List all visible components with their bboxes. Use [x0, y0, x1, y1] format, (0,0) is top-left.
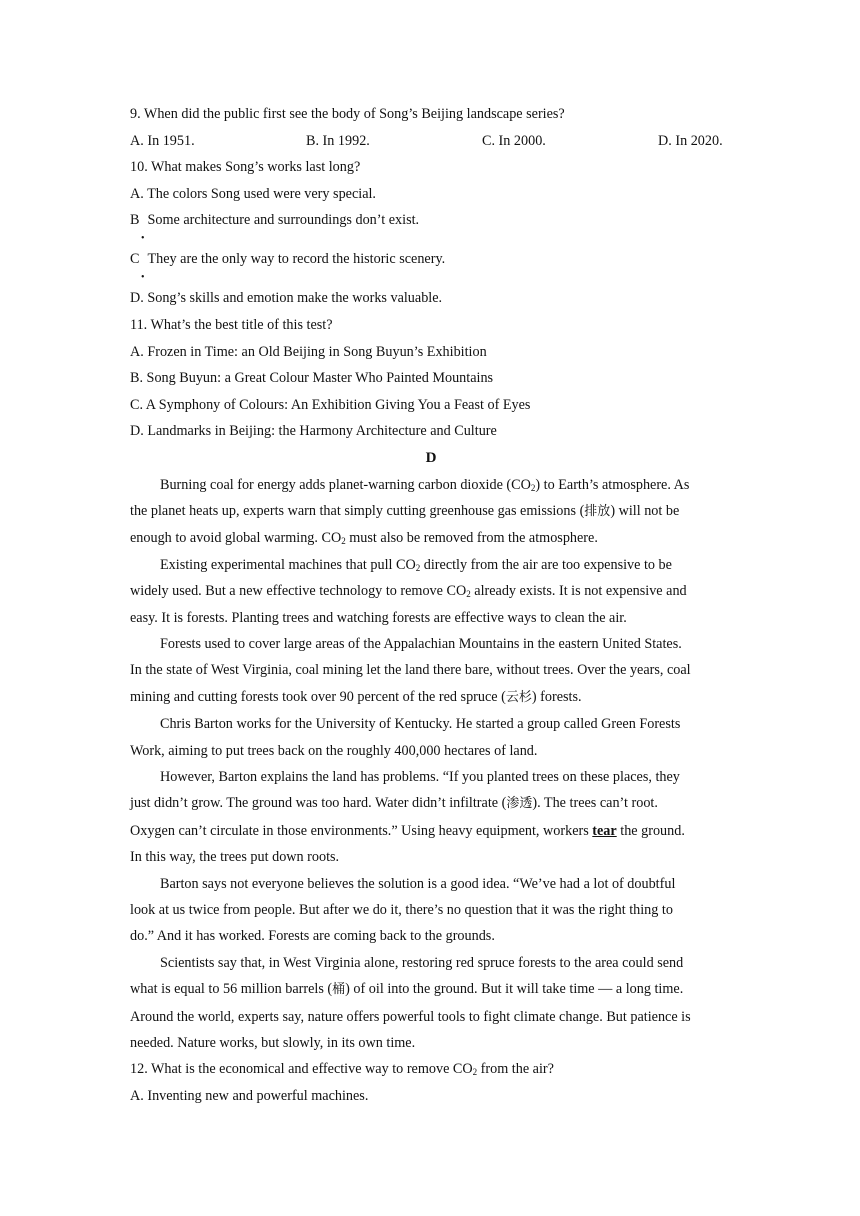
option-letter: B	[130, 212, 140, 229]
underlined-word: tear	[592, 822, 617, 839]
section-heading: D	[425, 449, 437, 466]
option-b: B. In 1992.	[306, 132, 370, 149]
question-11-option-a: A. Frozen in Time: an Old Beijing in Song Buyun’s Exhibition	[130, 343, 487, 360]
question-9: 9. When did the public first see the body of Song’s Beijing landscape series?	[130, 106, 565, 122]
paragraph-4: Chris Barton works for the University of Kentucky. He started a group called Green Forests Work, aiming to put trees back on the roughly 400,000 hectares of land.	[130, 716, 681, 759]
question-12: 12. What is the economical and effective way to remove $CO_2$ from the air?	[130, 1061, 554, 1078]
option-text: Some architecture and surroundings don’t exist.	[147, 212, 420, 229]
question-12-option-a: A. Inventing new and powerful machines.	[130, 1088, 369, 1105]
bullet-dot: •	[141, 272, 145, 284]
bullet-dot: •	[141, 233, 145, 245]
question-10-option-d: D. Song’s skills and emotion make the works valuable.	[130, 290, 443, 307]
paragraph-2: Existing experimental machines that pull $CO_2$ directly from the air are too expensive to be widely used. But a new effective technology to remove $CO_2$ already exists. It is not expensive and easy. It is forests. Planting trees and watching forests are effective ways to clean the air.	[130, 556, 687, 626]
question-11-option-c: C. A Symphony of Colours: An Exhibition Giving You a Feast of Eyes	[130, 396, 531, 413]
paragraph-5: However, Barton explains the land has problems. “If you planted trees on these places, they just didn’t grow. The ground was too hard. Water didn’t infiltrate (渗透). The trees can’t root. Oxygen can’t circulate in those environments.” Using heavy equipment, workers tear the ground. In this way, the trees put down roots.	[130, 769, 685, 866]
question-11-option-d: D. Landmarks in Beijing: the Harmony Architecture and Culture	[130, 423, 497, 440]
question-10-option-b	[130, 207, 732, 246]
question-9-options	[130, 128, 732, 155]
option-a: A. In 1951.	[130, 132, 195, 149]
question-10: 10. What makes Song’s works last long?	[130, 159, 361, 176]
option-letter: C	[130, 251, 140, 268]
option-d: D. In 2020.	[658, 132, 723, 149]
question-11: 11. What’s the best title of this test?	[130, 316, 333, 333]
paragraph-6: Barton says not everyone believes the solution is a good idea. “We’ve had a lot of doubtful look at us twice from people. But after we do it, there’s no question that it was the right thing to do.” And it has worked. Forests are coming back to the grounds.	[130, 875, 676, 945]
question-11-option-b: B. Song Buyun: a Great Colour Master Who Painted Mountains	[130, 370, 494, 387]
paragraph-1: Burning coal for energy adds planet-warning carbon dioxide $(CO_2)$ to Earth’s atmosphere. As the planet heats up, experts warn that simply cutting greenhouse gas emissions (排放) will not be enough to avoid global warming. $CO_2$ must also be removed from the atmosphere.	[130, 476, 690, 547]
question-10-option-c	[130, 246, 732, 285]
option-text: They are the only way to record the historic scenery.	[147, 251, 446, 268]
question-10-option-a: A. The colors Song used were very special.	[130, 185, 376, 202]
document-content	[130, 101, 732, 1110]
paragraph-3: Forests used to cover large areas of the Appalachian Mountains in the eastern United States. In the state of West Virginia, coal mining let the land there bare, without trees. Over the years, coal mining and cutting forests took over 90 percent of the red spruce (云杉) forests.	[130, 635, 691, 705]
paragraph-7: Scientists say that, in West Virginia alone, restoring red spruce forests to the area could send what is equal to 56 million barrels (桶) of oil into the ground. But it will take time — a long time. Around the world, experts say, nature offers powerful tools to fight climate change. But patience is needed. Nature works, but slowly, in its own time.	[130, 954, 691, 1052]
option-c: C. In 2000.	[482, 132, 546, 149]
